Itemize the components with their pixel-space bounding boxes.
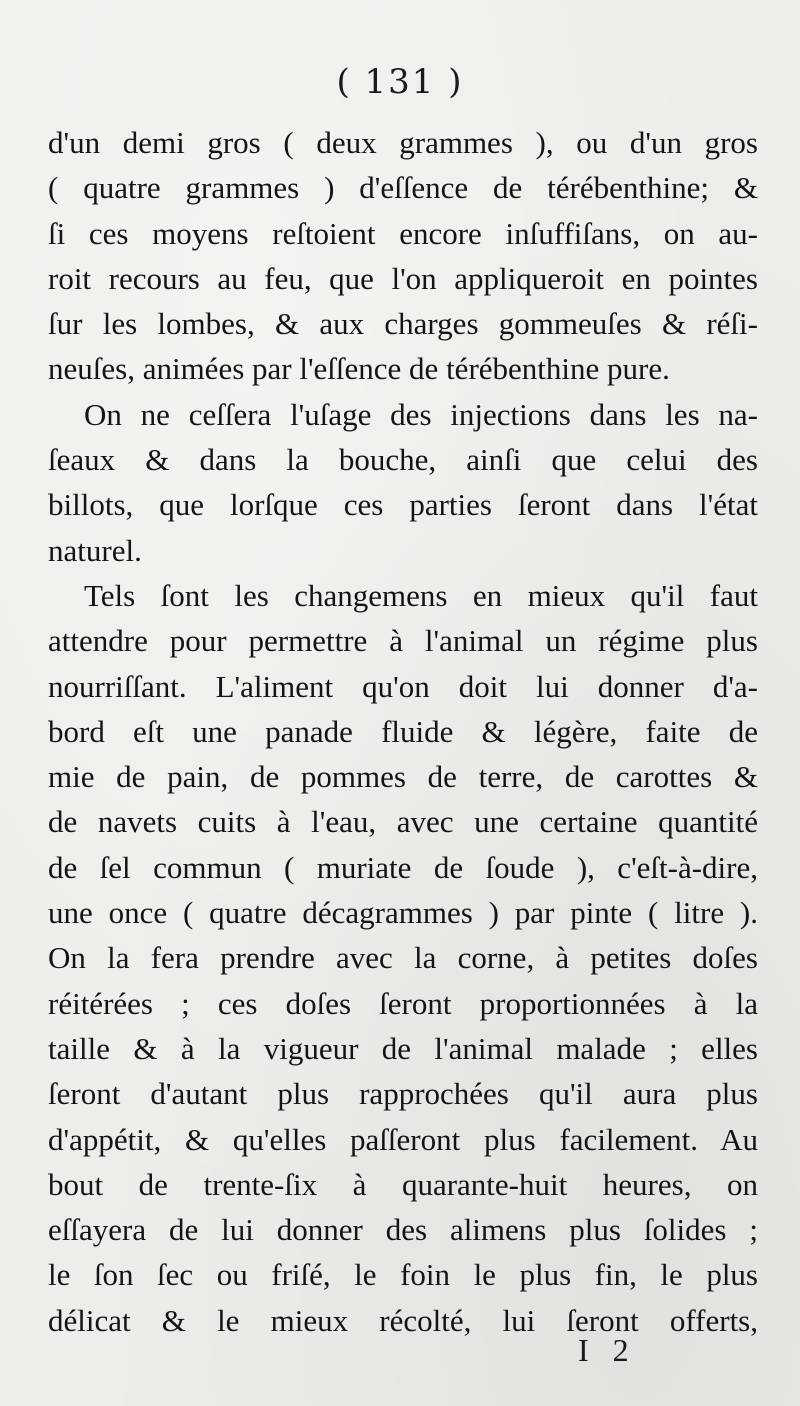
text-line: ſeaux & dans la bouche, ainſi que celui des [48, 442, 758, 478]
text-line: taille & à la vigueur de l'animal malade ; elles [48, 1030, 758, 1066]
text-line: d'appétit, & qu'elles paſſeront plus facilement. Au [48, 1121, 758, 1157]
text-line: On la fera prendre avec la corne, à petites doſes [48, 940, 758, 976]
text-line: billots, que lorſque ces parties ſeront dans l'état [48, 487, 758, 523]
signature-mark: I 2 [578, 1332, 637, 1368]
text-line: délicat & le mieux récolté, lui ſeront offerts, [48, 1302, 758, 1338]
text-line: nourriſſant. L'aliment qu'on doit lui donner d'a- [48, 668, 758, 704]
text-line: d'un demi gros ( deux grammes ), ou d'un gros [48, 125, 758, 160]
text-line: neuſes, animées par l'eſſence de térébenthine pure. [48, 351, 670, 387]
text-line: attendre pour permettre à l'animal un régime plus [48, 623, 758, 659]
text-line: le ſon ſec ou friſé, le foin le plus fin, le plus [48, 1257, 758, 1293]
text-line: bout de trente-ſix à quarante-huit heures, on [48, 1166, 758, 1202]
body-text [48, 120, 758, 1343]
text-line: une once ( quatre décagrammes ) par pinte ( litre ). [48, 895, 758, 931]
paragraph-start-line: Tels ſont les changemens en mieux qu'il faut [84, 577, 758, 613]
text-line: naturel. [48, 532, 142, 568]
text-line: ſi ces moyens reſtoient encore inſuffiſans, on au- [48, 215, 758, 251]
text-line: ( quatre grammes ) d'eſſence de térébenthine; & [48, 170, 758, 206]
page-number: ( 131 ) [336, 62, 464, 102]
text-line: réitérées ; ces doſes ſeront proportionnées à la [48, 985, 758, 1021]
text-line: ſeront d'autant plus rapprochées qu'il aura plus [48, 1076, 758, 1112]
text-line: de ſel commun ( muriate de ſoude ), c'eſt-à-dire, [48, 849, 758, 885]
text-line: ſur les lombes, & aux charges gommeuſes & réſi- [48, 306, 758, 342]
text-line: roit recours au feu, que l'on appliqueroit en pointes [48, 260, 758, 296]
text-line: bord eſt une panade fluide & légère, faite de [48, 713, 758, 749]
text-line: de navets cuits à l'eau, avec une certaine quantité [48, 804, 758, 840]
text-line: mie de pain, de pommes de terre, de carottes & [48, 759, 758, 795]
paragraph-start-line: On ne ceſſera l'uſage des injections dans les na- [84, 396, 758, 432]
text-line: eſſayera de lui donner des alimens plus ſolides ; [48, 1212, 758, 1248]
